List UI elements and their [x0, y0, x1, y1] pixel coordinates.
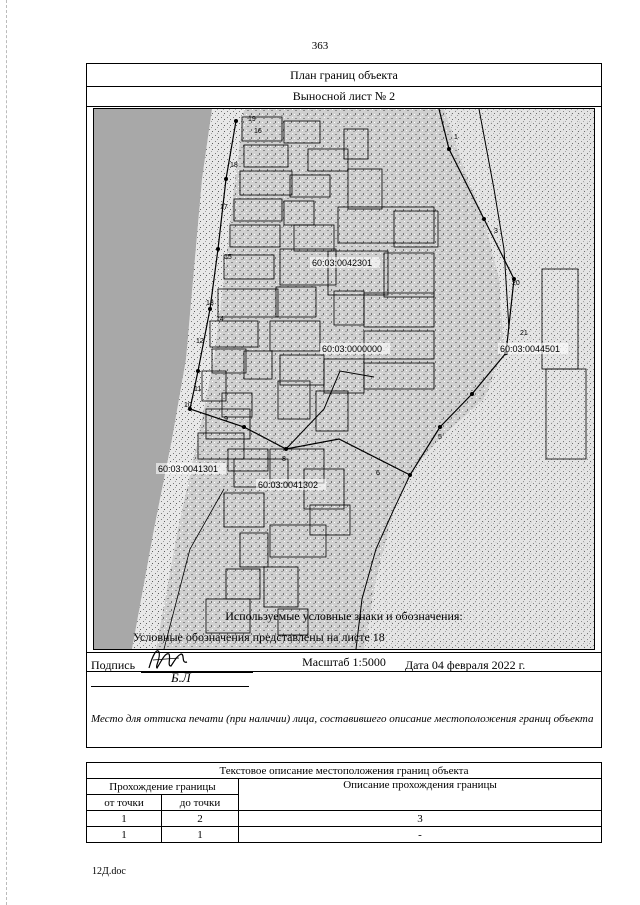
col-description: Описание прохождения границы	[239, 779, 602, 811]
signature-name-line	[91, 686, 249, 687]
cell-to: 2	[162, 811, 239, 827]
legend-text: Условные обозначения представлены на листе 18	[133, 630, 385, 644]
signature-date: Дата 04 февраля 2022 г.	[405, 658, 526, 672]
col-to: до точки	[162, 795, 239, 811]
cell-from: 1	[87, 811, 162, 827]
point-label: 3	[494, 228, 498, 235]
col-from: от точки	[87, 795, 162, 811]
table-title: Текстовое описание местоположения границ объекта	[87, 763, 602, 779]
point-label: 18	[230, 162, 238, 169]
point-label: 19	[248, 116, 256, 123]
point-label: 16	[254, 128, 262, 135]
cadastral-map	[93, 108, 595, 650]
scan-edge-line	[6, 0, 8, 905]
point-label: 21	[520, 330, 528, 337]
cadastral-label: 60:03:0000000	[322, 344, 383, 354]
cadastral-label: 60:03:0042301	[312, 258, 373, 268]
plan-title: План границ объекта	[87, 64, 601, 87]
sheet-title: Выносной лист № 2	[87, 86, 601, 107]
page-number: 363	[311, 40, 329, 52]
cell-to: 1	[162, 827, 239, 843]
cell-from: 1	[87, 827, 162, 843]
boundary-description-table	[86, 762, 602, 843]
point-label: 17	[220, 204, 228, 211]
cell-desc: -	[239, 827, 602, 843]
legend-title: Используемые условные знаки и обозначения:	[225, 609, 463, 623]
map-scale: Масштаб 1:5000	[87, 652, 601, 672]
table-row	[87, 811, 602, 827]
point-label: 15	[224, 254, 232, 261]
point-label: 20	[512, 280, 520, 287]
stamp-note: Место для оттиска печати (при наличии) лица, составившего описание местоположения границ объекта	[91, 713, 594, 725]
point-label: 9	[224, 416, 228, 423]
table-row	[87, 827, 602, 843]
point-label: 11	[194, 386, 202, 393]
signature-label: Подпись	[91, 658, 136, 672]
col-passage: Прохождение границы	[87, 779, 239, 795]
boundary-plan-frame	[86, 63, 602, 748]
cadastral-label: 60:03:0044501	[500, 344, 561, 354]
point-label: 14	[216, 316, 224, 323]
point-label: 8	[282, 456, 286, 463]
point-label: 13	[206, 300, 214, 307]
point-label: 10	[184, 402, 192, 409]
signature-name: Б.Л	[171, 670, 191, 685]
point-label: 1	[454, 134, 458, 141]
cadastral-label: 60:03:0041302	[258, 480, 319, 490]
cadastral-label: 60:03:0041301	[158, 464, 219, 474]
point-label: 6	[376, 470, 380, 477]
footer-filename: 12Д.doc	[92, 866, 126, 877]
point-label: 5	[438, 434, 442, 441]
point-label: 12	[196, 338, 204, 345]
map-svg	[94, 109, 594, 649]
cell-desc: 3	[239, 811, 602, 827]
